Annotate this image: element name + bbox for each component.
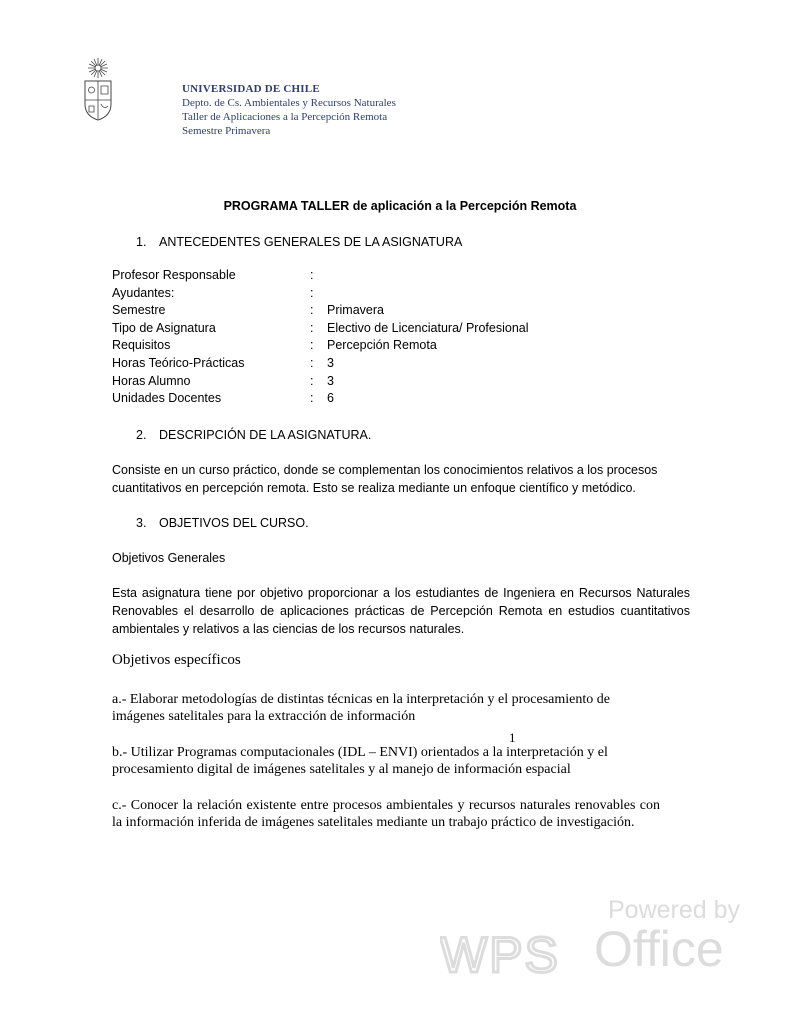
description-paragraph: Consiste en un curso práctico, donde se complementan los conocimientos relativos a los procesos cuantitativos en percepción remota. Esto se realiza mediante un enfoque científico y metódico. (112, 463, 658, 495)
specific-objectives-heading: Objetivos específicos (112, 652, 241, 668)
section-number: 1. (136, 235, 147, 249)
info-row (112, 373, 529, 391)
wps-logo-text: WPS (440, 930, 560, 978)
section-heading-2 (136, 428, 371, 442)
specific-objective-c: c.- Conocer la relación existente entre procesos ambientales y recursos naturales renovables con la información inferida de imágenes satelitales mediante un trabajo práctico de investigación. (112, 798, 660, 830)
info-value: 3 (327, 373, 334, 388)
letterhead (182, 82, 396, 138)
page-number: 1 (509, 730, 516, 745)
section-heading-1 (136, 235, 462, 249)
info-label: Ayudantes: (112, 285, 175, 300)
info-value: Primavera (327, 303, 384, 318)
info-colon: : (310, 391, 314, 406)
info-row (112, 267, 529, 285)
info-colon: : (310, 320, 314, 335)
info-colon: : (310, 338, 314, 353)
info-row (112, 390, 529, 408)
general-objectives-heading: Objetivos Generales (112, 551, 226, 565)
info-value: Electivo de Licenciatura/ Profesional (327, 320, 529, 335)
info-label: Profesor Responsable (112, 268, 236, 282)
info-row (112, 355, 529, 373)
info-label: Horas Teórico-Prácticas (112, 355, 245, 370)
university-crest-logo (82, 56, 114, 122)
info-row (112, 320, 529, 338)
specific-objective-b: b.- Utilizar Programas computacionales (IDL – ENVI) orientados a la interpretación y el procesamiento digital de imágenes satelitales y al manejo de información espacial (112, 745, 608, 777)
info-colon: : (310, 285, 314, 300)
info-value: 6 (327, 391, 334, 406)
watermark-powered-by: Powered by (608, 896, 741, 924)
info-label: Unidades Docentes (112, 391, 222, 406)
info-colon: : (310, 268, 314, 282)
section-title: OBJETIVOS DEL CURSO. (159, 516, 309, 530)
section-heading-3 (136, 516, 309, 530)
section-title: ANTECEDENTES GENERALES DE LA ASIGNATURA (159, 235, 463, 249)
specific-objective-a: a.- Elaborar metodologías de distintas técnicas en la interpretación y el procesamiento de imágenes satelitales para la extracción de información (112, 692, 610, 724)
info-value: 3 (327, 355, 334, 370)
course-name: Taller de Aplicaciones a la Percepción Remota (182, 111, 388, 123)
wps-logo-icon (440, 930, 590, 978)
university-name: UNIVERSIDAD DE CHILE (182, 83, 320, 95)
info-label: Requisitos (112, 338, 171, 353)
info-row (112, 285, 529, 303)
section-title: DESCRIPCIÓN DE LA ASIGNATURA. (159, 428, 372, 442)
info-colon: : (310, 373, 314, 388)
info-label: Horas Alumno (112, 373, 191, 388)
watermark-office: Office (594, 921, 724, 977)
general-objectives-text: Esta asignatura tiene por objetivo proporcionar a los estudiantes de Ingeniera en Recursos Naturales Renovables el desarrollo de aplicaciones prácticas de Percepción Remota en estudios cuantitativos ambientales y relativos a las ciencias de los recursos naturales. (112, 586, 690, 636)
info-row (112, 302, 529, 320)
document-title: PROGRAMA TALLER de aplicación a la Percepción Remota (223, 199, 577, 213)
info-colon: : (310, 355, 314, 370)
info-colon: : (310, 303, 314, 318)
section-number: 2. (136, 428, 147, 442)
info-label: Semestre (112, 303, 166, 318)
semester-label: Semestre Primavera (182, 125, 271, 137)
department-name: Depto. de Cs. Ambientales y Recursos Naturales (182, 97, 396, 109)
section-number: 3. (136, 516, 147, 530)
info-value: Percepción Remota (327, 338, 437, 353)
info-label: Tipo de Asignatura (112, 320, 216, 335)
info-row (112, 337, 529, 355)
course-info-table (112, 267, 529, 408)
